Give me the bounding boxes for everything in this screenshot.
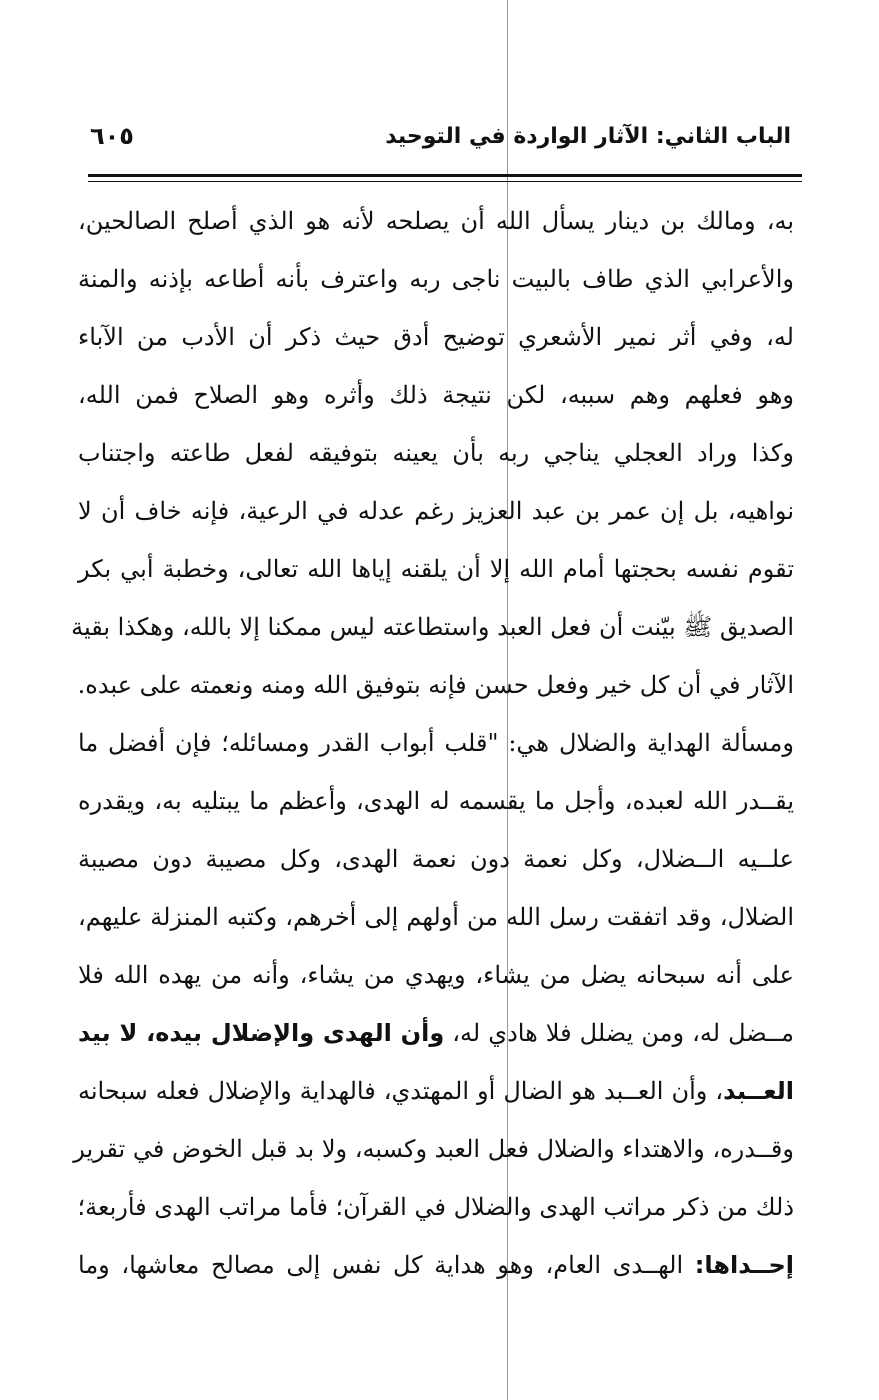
text-line: الآثار في أن كل خير وفعل حسن فإنه بتوفيق الله ومنه ونعمته على عبده. — [77, 671, 794, 699]
text-line: يقــدر الله لعبده، وأجل ما يقسمه له الهدى، وأعظم ما يبتليه به، ويقدره — [78, 787, 794, 815]
text-line: نواهيه، بل إن عمر بن عبد العزيز رغم عدله في الرعية، فإنه خاف أن لا — [78, 497, 794, 525]
text-line: على أنه سبحانه يضل من يشاء، ويهدي من يشاء، وأنه من يهده الله فلا — [78, 961, 794, 989]
text-line: تقوم نفسه بحجتها أمام الله إلا أن يلقنه إياها الله تعالى، وخطبة أبي بكر — [78, 555, 794, 583]
text-line: ذلك من ذكر مراتب الهدى والضلال في القرآن؛ فأما مراتب الهدى فأربعة؛ — [77, 1193, 794, 1221]
bold-segment: وأن الهدى والإضلال بيده، لا بيد — [78, 1019, 445, 1047]
header-rule-thick — [88, 174, 802, 177]
plain-segment: مــضل له، ومن يضلل فلا هادي له، — [444, 1019, 794, 1047]
body-text — [71, 192, 794, 1294]
plain-segment: ، وأن العــبد هو الضال أو المهتدي، فالهداية والإضلال فعله سبحانه — [78, 1077, 724, 1105]
plain-segment: الهــدى العام، وهو هداية كل نفس إلى مصالح معاشها، وما — [78, 1251, 695, 1279]
header-rule-thin — [88, 181, 802, 182]
text-line: علــيه الــضلال، وكل نعمة دون نعمة الهدى، وكل مصيبة دون مصيبة — [78, 845, 794, 873]
text-line-with-bold — [78, 1062, 794, 1120]
text-line: وقــدره، والاهتداء والضلال فعل العبد وكسبه، ولا بد قبل الخوض في تقرير — [73, 1135, 794, 1163]
running-header-title: الباب الثاني: الآثار الواردة في التوحيد — [385, 124, 791, 149]
text-line-with-bold — [78, 1236, 794, 1294]
bold-segment: العــبد — [723, 1077, 794, 1105]
text-line: الضلال، وقد اتفقت رسل الله من أولهم إلى أخرهم، وكتبه المنزلة عليهم، — [78, 903, 794, 931]
text-line: وكذا وراد العجلي يناجي ربه بأن يعينه بتوفيقه لفعل طاعته واجتناب — [78, 439, 794, 467]
text-line: به، ومالك بن دينار يسأل الله أن يصلحه لأنه هو الذي أصلح الصالحين، — [78, 207, 794, 235]
text-line: والأعرابي الذي طاف بالبيت ناجى ربه واعترف بأنه أطاعه بإذنه والمنة — [78, 265, 794, 293]
page-number: ٦٠٥ — [90, 122, 134, 150]
text-line-with-bold — [78, 1004, 794, 1062]
text-line: وهو فعلهم وهم سببه، لكن نتيجة ذلك وأثره وهو الصلاح فمن الله، — [78, 381, 794, 409]
text-line: الصديق ﷺ بيّنت أن فعل العبد واستطاعته ليس ممكنا إلا بالله، وهكذا بقية — [71, 613, 794, 641]
text-line: ومسألة الهداية والضلال هي: "قلب أبواب القدر ومسائله؛ فإن أفضل ما — [78, 729, 794, 757]
bold-segment: إحــداها: — [694, 1251, 794, 1279]
text-line: له، وفي أثر نمير الأشعري توضيح أدق حيث ذكر أن الأدب من الآباء — [78, 323, 794, 351]
